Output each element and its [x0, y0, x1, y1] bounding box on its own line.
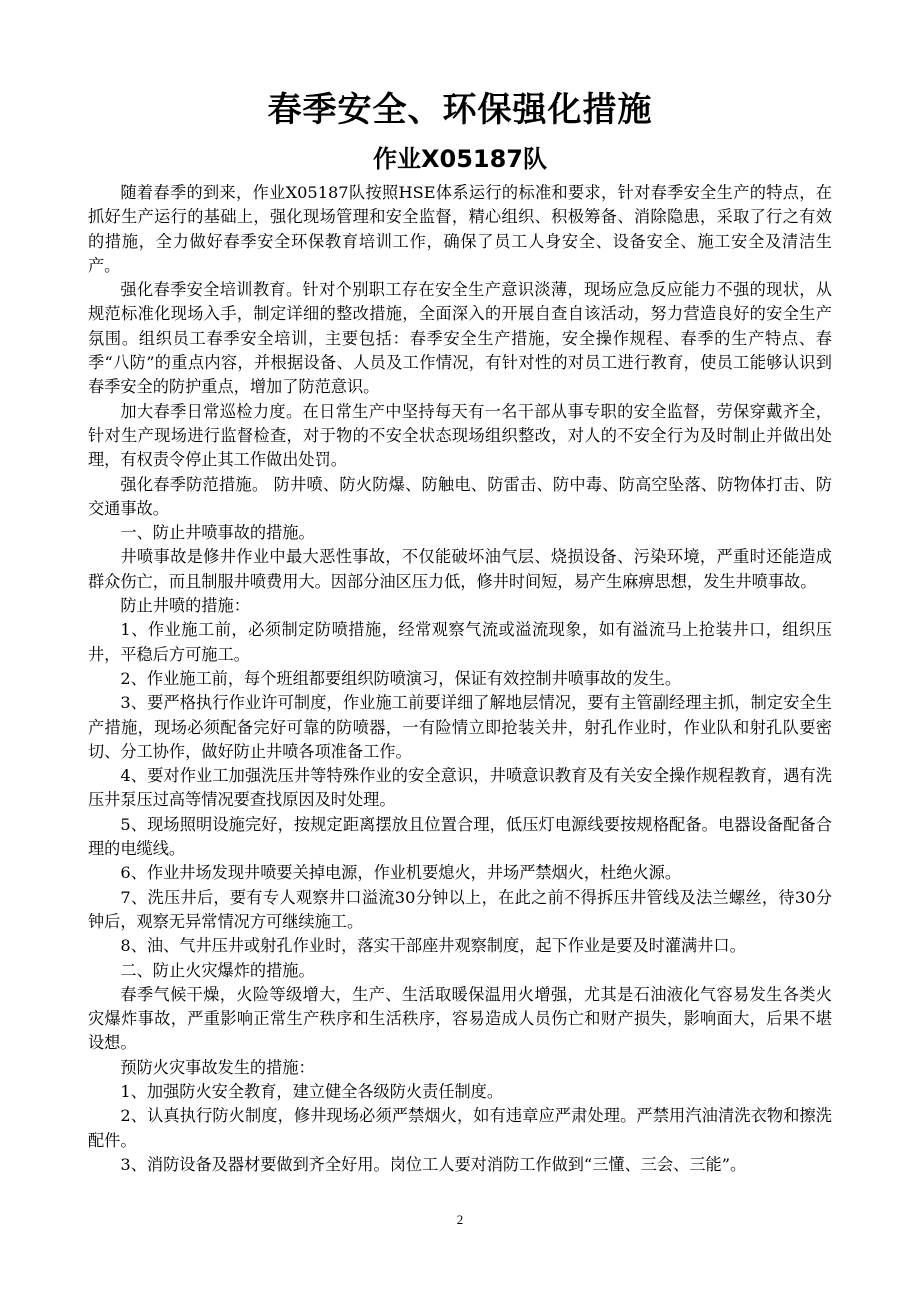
- paragraph: 随着春季的到来，作业X05187队按照HSE体系运行的标准和要求，针对春季安全生产的特点，在抓好生产运行的基础上，强化现场管理和安全监督，精心组织、积极筹备、消除隐患，采取了行之有效的措施，全力做好春季安全环保教育培训工作，确保了员工人身安全、设备安全、施工安全及清洁生产。: [88, 183, 832, 275]
- document-body: [88, 181, 832, 1177]
- list-item: 3、要严格执行作业许可制度，作业施工前要详细了解地层情况，要有主管副经理主抓，制定安全生产措施，现场必须配备完好可靠的防喷器，一有险情立即抢装关井，射孔作业时，作业队和射孔队要密切、分工协作，做好防止井喷各项准备工作。: [88, 693, 832, 761]
- list-item: 6、作业井场发现井喷要关掉电源，作业机要熄火，井场严禁烟火，杜绝火源。: [120, 863, 682, 883]
- list-item: 7、洗压井后，要有专人观察井口溢流30分钟以上，在此之前不得拆压井管线及法兰螺丝，待30分钟后，观察无异常情况方可继续施工。: [88, 887, 832, 931]
- document-title: 春季安全、环保强化措施: [267, 90, 653, 130]
- paragraph: 强化春季防范措施。 防井喷、防火防爆、防触电、防雷击、防中毒、防高空坠落、防物体打击、防交通事故。: [88, 474, 832, 518]
- list-item: 8、油、气井压井或射孔作业时，落实干部座井观察制度，起下作业是要及时灌满井口。: [120, 936, 746, 956]
- list-item: 5、现场照明设施完好，按规定距离摆放且位置合理，低压灯电源线要按规格配备。电器设备配备合理的电缆线。: [88, 814, 832, 859]
- paragraph: 春季气候干燥，火险等级增大，生产、生活取暖保温用火增强，尤其是石油液化气容易发生各类火灾爆炸事故，严重影响正常生产秩序和生活秩序，容易造成人员伤亡和财产损失，影响面大，后果不堪设想。: [88, 984, 832, 1053]
- paragraph: 防止井喷的措施：: [120, 596, 250, 616]
- document-subtitle: 作业X05187队: [373, 145, 547, 173]
- list-item: 2、作业施工前，每个班组都要组织防喷演习，保证有效控制井喷事故的发生。: [120, 668, 682, 688]
- list-item: 1、作业施工前，必须制定防喷措施，经常观察气流或溢流现象，如有溢流马上抢装井口，组织压井，平稳后方可施工。: [88, 620, 832, 664]
- list-item: 3、消防设备及器材要做到齐全好用。岗位工人要对消防工作做到“三懂、三会、三能”。: [120, 1154, 747, 1174]
- page-number: 2: [456, 1212, 464, 1227]
- paragraph: 预防火灾事故发生的措施：: [120, 1057, 315, 1077]
- paragraph: 井喷事故是修井作业中最大恶性事故，不仅能破坏油气层、烧损设备、污染环境，严重时还能造成群众伤亡，而且制服井喷费用大。因部分油区压力低，修井时间短，易产生麻痹思想，发生井喷事故。: [88, 547, 832, 591]
- paragraph: 强化春季安全培训教育。针对个别职工存在安全生产意识淡薄，现场应急反应能力不强的现状，从规范标准化现场入手，制定详细的整改措施，全面深入的开展自查自该活动，努力营造良好的安全生产氛围。组织员工春季安全培训，主要包括：春季安全生产措施，安全操作规程、春季的生产特点、春季“八防”的重点内容，并根据设备、人员及工作情况，有针对性的对员工进行教育，使员工能够认识到春季安全的防护重点，增加了防范意识。: [88, 280, 832, 397]
- list-item: 2、认真执行防火制度，修井现场必须严禁烟火，如有违章应严肃处理。严禁用汽油清洗衣物和擦洗配件。: [88, 1106, 832, 1150]
- paragraph: 加大春季日常巡检力度。在日常生产中坚持每天有一名干部从事专职的安全监督，劳保穿戴齐全，针对生产现场进行监督检查，对于物的不安全状态现场组织整改，对人的不安全行为及时制止并做出处理，有权责令停止其工作做出处罚。: [88, 401, 832, 470]
- section-heading: 二、防止火灾爆炸的措施。: [120, 960, 315, 980]
- list-item: 4、要对作业工加强洗压井等特殊作业的安全意识，井喷意识教育及有关安全操作规程教育，遇有洗压井泵压过高等情况要查找原因及时处理。: [88, 766, 832, 810]
- section-heading: 一、防止井喷事故的措施。: [120, 523, 315, 543]
- list-item: 1、加强防火安全教育，建立健全各级防火责任制度。: [120, 1081, 504, 1101]
